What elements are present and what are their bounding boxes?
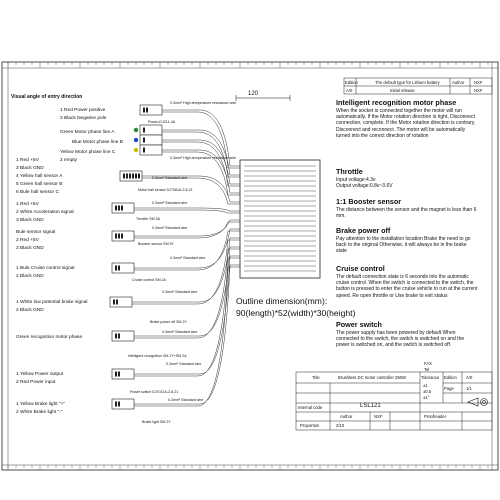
proportion-label: Proportion	[300, 423, 320, 428]
rev-row-desc: Initial release	[390, 88, 415, 93]
hall-pin4: 4 Yellow hall sensor A	[16, 174, 63, 179]
rev-row-edition: A/0	[346, 88, 353, 93]
brake-wire-note: 0.3mm² Standard wire	[162, 290, 198, 294]
power-connector-label: Power-DJ211-4A	[148, 120, 176, 124]
rev-edition-header: Edition	[345, 80, 358, 85]
connector-1	[140, 125, 162, 135]
cruise-wire-note: 0.3mm² Standard wire	[170, 256, 206, 260]
feature-text-cruise: The default connection state is 6 seconds into the automatic cruise control. When the switch is connected to the switch, the button is pressed to enter the cruise vehicle to run at the current speed. Re open throttle or Use brake to exit status	[336, 274, 478, 299]
tolerance-label: Tolerance	[421, 375, 440, 380]
hall-pin1: 1 Red +5V	[16, 158, 39, 163]
recognition-connector-label: Intelligent recognition SM 2Y+SM 2A	[128, 354, 187, 358]
outline-value: 90(length)*52(width)*30(height)	[236, 308, 356, 318]
brake-pin1: 1 White low potential brake signal	[16, 300, 88, 305]
throttle-connector-label: Throttle SM 3A	[136, 217, 160, 221]
rev-default-type: The default type for Lithium battery	[375, 80, 440, 85]
hall-pin3: 3 Black GND	[16, 166, 44, 171]
title-block	[296, 372, 492, 430]
throttle-pin3: 3 Black GND	[16, 218, 44, 223]
controller-box	[240, 160, 320, 278]
connector-6	[112, 231, 134, 241]
ruler-ticks-top	[8, 62, 488, 68]
tolerance-val-2: ±0.5	[423, 389, 432, 394]
ruler-ticks-bottom	[8, 465, 488, 470]
feature-text-recognition: When the socket is connected together the motor will run automatically. If the Motor rotation direction is right, Disconnect connection, complete. If the Motor rotation direction is contrary, Disconnect and reconnect. The motor will be automatically turned into the correct direction of rotation	[336, 108, 476, 139]
feature-text-throttle: Input voltage:4.3v Output voltage:0.8v~3.6V	[336, 177, 393, 190]
author-label: Author	[340, 414, 353, 419]
connector-2	[140, 135, 162, 145]
power-negative-label: 2 Black Negative pole	[60, 116, 107, 121]
connector-3	[140, 145, 162, 155]
brake-pin2: 2 Black GND	[16, 308, 44, 313]
power-switch-connector-label: Power switch DJ7021A-2.8-21	[130, 390, 179, 394]
feature-title-recognition: Intelligent recognition motor phase	[336, 98, 457, 107]
power-positive-label: 1 Red Power positive	[60, 108, 106, 113]
feature-text-power-switch: The power supply has been powered by default When connected to the switch, the switch is switched on and the power is switched on, and the switch is switched off.	[336, 330, 465, 349]
cruise-pin2: 2 Black GND	[16, 274, 44, 279]
motor-phase-b-label: Blue Motor phase line B	[72, 140, 123, 145]
hall-wire-note: 0.3mm² Standard wire	[152, 176, 188, 180]
connector-4	[120, 171, 142, 181]
cruise-pin1: 1 Bule Cruise control signal	[16, 266, 75, 271]
internal-code-label: Internal code	[298, 405, 323, 410]
proofreader-label: Proofreader	[424, 414, 447, 419]
connector-0	[140, 105, 162, 115]
tolerance-val-1: ±1	[423, 383, 428, 388]
phase-lead-0	[134, 128, 138, 132]
internal-code-value: LSL121	[360, 403, 381, 409]
connectors	[110, 105, 162, 409]
recognition-pin-label: Green recognition motor phase	[16, 335, 83, 340]
brake-light-pin2: 2 White Brake light "-"	[16, 410, 63, 415]
feature-title-brake: Brake power off	[336, 226, 391, 235]
phase-lead-1	[134, 138, 138, 142]
throttle-wire-note: 0.3mm² Standard wire	[152, 201, 188, 205]
projection-symbol	[468, 398, 488, 406]
brake-connector-label: Brake power off SM 2Y	[150, 320, 187, 324]
feature-title-booster: 1:1 Booster sensor	[336, 197, 402, 206]
throttle-pin2: 2 White Acceleration signal	[16, 210, 74, 215]
throttle-pin1: 1 Red +5V	[16, 202, 39, 207]
tel-label: Tel	[424, 367, 430, 372]
booster-pin2: 2 Red +5V	[16, 238, 39, 243]
rev-row-author: NXF	[474, 88, 483, 93]
tolerance-val-3: ±1°	[423, 395, 430, 400]
connector-10	[112, 369, 134, 379]
booster-connector-label: Booster sensor SM 3Y	[138, 242, 174, 246]
feature-text-brake: Pay attention to the installation location Brake the need to go back to the original Otherwise, it will always be in the brake state	[336, 236, 471, 255]
fax-label: FAX	[424, 361, 432, 366]
power-switch-wire-note: 0.3mm² Standard wire	[166, 362, 202, 366]
booster-wire-note: 0.3mm² Standard wire	[152, 226, 188, 230]
connector-8	[110, 297, 132, 307]
title-label: Title	[312, 375, 320, 380]
page-label: Page	[444, 386, 454, 391]
feature-title-throttle: Throttle	[336, 167, 363, 176]
phase-wire-note: 0.3mm² High-temperature resistance wire	[170, 156, 237, 160]
connector-11	[112, 399, 134, 409]
connector-7	[112, 263, 134, 273]
hall-pin2: 2 empty	[60, 158, 78, 163]
page-value: 1/1	[466, 386, 472, 391]
author-value: NXF	[374, 414, 383, 419]
rev-author-value: NXF	[474, 80, 483, 85]
feature-title-power-switch: Power switch	[336, 320, 382, 329]
phase-lead-2	[134, 148, 138, 152]
feature-title-cruise: Cruise control	[336, 264, 385, 273]
hall-connector-label: Motor hall sensor DJ7061A-2.8-21	[138, 188, 193, 192]
connector-9	[112, 331, 134, 341]
brake-light-wire-note: 0.3mm² Standard wire	[168, 398, 204, 402]
power-out-pin2: 2 Red Power input	[16, 380, 56, 385]
outline-title: Outline dimension(mm):	[236, 296, 328, 306]
cruise-connector-label: Cruise control SM 2A	[132, 278, 166, 282]
hall-pin6: 6 Bule hall sensor C	[16, 190, 59, 195]
title-value: Brushless DC motor controller 250W	[338, 375, 406, 380]
dimension-120-line	[236, 95, 290, 101]
power-out-pin1: 1 Yellow Power output	[16, 372, 64, 377]
booster-pin1: Bule sensor signal	[16, 230, 56, 235]
edition-value: A/0	[466, 375, 473, 380]
feature-text-booster: The distance between the sensor and the magnet is less than 6 mm.	[336, 207, 477, 220]
hi-temp-wire-note: 0.3mm² High-temperature resistance wire	[170, 101, 237, 105]
brake-light-pin1: 1 Yellow Brake light "+"	[16, 402, 66, 407]
connector-5	[112, 203, 134, 213]
recognition-wire-note: 0.3mm² Standard wire	[162, 330, 198, 334]
motor-phase-a-label: Green Motor phase line A	[60, 130, 115, 135]
hall-pin5: 5 Green hall sensor B	[16, 182, 63, 187]
brake-light-connector-label: Brake light SM 2Y	[142, 420, 171, 424]
rev-author-header: Author	[452, 80, 465, 85]
dimension-120-label: 120	[248, 91, 259, 97]
proportion-value: 2/10	[336, 423, 345, 428]
booster-pin3: 3 Black GND	[16, 246, 44, 251]
edition-label: Edition	[444, 375, 457, 380]
motor-phase-c-label: Yellow Motor phase line C	[60, 150, 116, 155]
entry-direction-label: Visual angle of entry direction	[11, 94, 83, 100]
